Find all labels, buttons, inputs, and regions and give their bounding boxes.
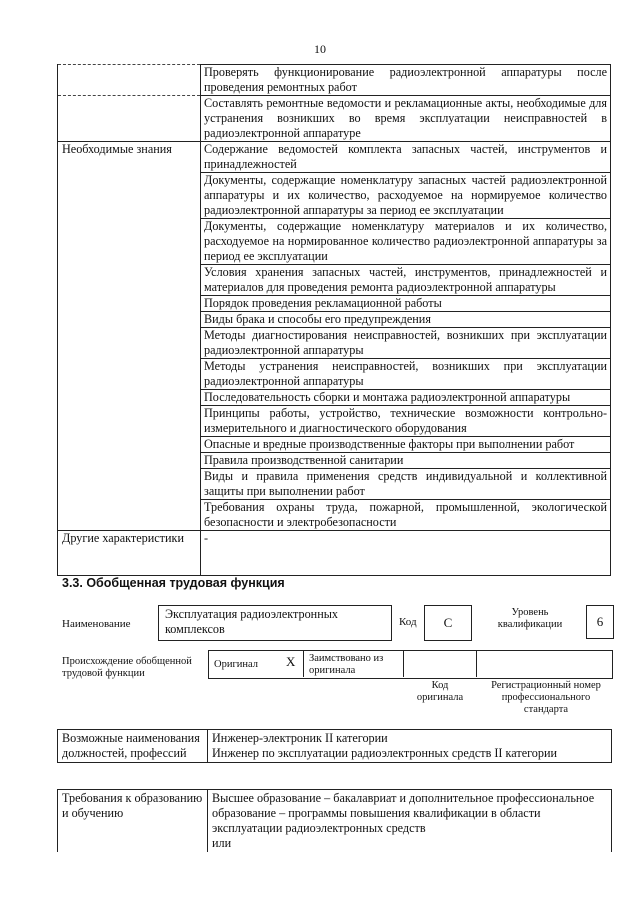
code-value: С	[443, 615, 453, 630]
row-text: Порядок проведения рекламационной работы	[201, 296, 611, 312]
row-text: Методы диагностирования неисправностей, возникших при эксплуатации радиоэлектронной аппаратуры	[201, 328, 611, 359]
row-label	[58, 265, 201, 296]
row-text: Методы устранения неисправностей, возникших при эксплуатации радиоэлектронной аппаратуры	[201, 359, 611, 390]
table-row	[58, 390, 611, 406]
origin-label: Происхождение обобщенной трудовой функции	[62, 656, 192, 679]
table-row	[58, 296, 611, 312]
positions-list	[208, 730, 612, 763]
row-text: Правила производственной санитарии	[201, 453, 611, 469]
row-label	[58, 312, 201, 328]
row-label	[58, 437, 201, 453]
original-label: Оригинал	[214, 659, 258, 670]
row-text: Виды и правила применения средств индивидуальной и коллективной защиты при выполнении работ	[201, 469, 611, 500]
table-row	[58, 312, 611, 328]
row-text: Условия хранения запасных частей, инструментов, принадлежностей и материалов для проведения ремонта радиоэлектронной аппаратуры	[201, 265, 611, 296]
row-label	[58, 65, 201, 96]
table-row	[58, 437, 611, 453]
table-row	[58, 96, 611, 142]
row-label: Необходимые знания	[58, 142, 201, 173]
table-row	[58, 173, 611, 219]
row-label: Другие характеристики	[58, 531, 201, 576]
position-item: Инженер по эксплуатации радиоэлектронных средств II категории	[212, 746, 558, 760]
row-label	[58, 173, 201, 219]
table-row	[58, 500, 611, 531]
row-label	[58, 453, 201, 469]
row-text: -	[201, 531, 611, 576]
knowledge-table	[57, 64, 611, 576]
row-text: Принципы работы, устройство, технические возможности контрольно-измерительного и диагностического оборудования	[201, 406, 611, 437]
borrowed-label: Заимствовано из оригинала	[309, 653, 384, 676]
row-label	[58, 390, 201, 406]
page-number: 10	[314, 42, 326, 56]
education-text: Высшее образование – бакалавриат и дополнительное профессиональное образование – программы повышения квалификации в области эксплуатации радиоэлектронных средств	[212, 791, 595, 835]
table-row	[58, 406, 611, 437]
row-text: Проверять функционирование радиоэлектронной аппаратуры после проведения ремонтных работ	[201, 65, 611, 96]
row-text: Документы, содержащие номенклатуру запасных частей радиоэлектронной аппаратуры и их количество, расходуемое на нормируемое количество радиоэлектронной аппаратуры за период ее эксплуатации	[201, 173, 611, 219]
origin-box	[208, 650, 613, 679]
row-label	[58, 500, 201, 531]
table-row	[58, 453, 611, 469]
level-value: 6	[596, 614, 604, 629]
section-title: 3.3. Обобщенная трудовая функция	[62, 576, 285, 590]
education-or: или	[212, 836, 232, 850]
level-label: Уровень квалификации	[497, 607, 563, 630]
row-text: Требования охраны труда, пожарной, промышленной, экологической безопасности и электробезопасности	[201, 500, 611, 531]
row-label	[58, 328, 201, 359]
row-text: Виды брака и способы его предупреждения	[201, 312, 611, 328]
code-orig-label: Код оригинала	[416, 680, 464, 703]
name-value: Эксплуатация радиоэлектронных комплексов	[165, 607, 339, 636]
table-row	[58, 142, 611, 173]
name-label: Наименование	[62, 618, 131, 630]
table-row	[58, 65, 611, 96]
origin-divider-2	[403, 650, 404, 677]
origin-divider-1	[303, 650, 304, 677]
code-value-box	[424, 605, 472, 641]
table-row	[58, 219, 611, 265]
positions-label: Возможные наименования должностей, профессий	[58, 730, 208, 763]
row-text: Последовательность сборки и монтажа радиоэлектронной аппаратуры	[201, 390, 611, 406]
positions-table	[57, 729, 612, 763]
table-row	[58, 265, 611, 296]
origin-divider-3	[476, 650, 477, 677]
table-row	[58, 469, 611, 500]
row-label	[58, 469, 201, 500]
code-label: Код	[399, 616, 417, 628]
row-label	[58, 96, 201, 142]
table-row	[58, 328, 611, 359]
row-text: Содержание ведомостей комплекта запасных частей, инструментов и принадлежностей	[201, 142, 611, 173]
row-text: Опасные и вредные производственные факторы при выполнении работ	[201, 437, 611, 453]
education-text-cell	[208, 790, 612, 853]
table-row	[58, 359, 611, 390]
row-label	[58, 296, 201, 312]
education-table	[57, 789, 612, 852]
reg-number-label: Регистрационный номер профессионального стандарта	[491, 680, 601, 715]
row-label	[58, 219, 201, 265]
education-label: Требования к образованию и обучению	[58, 790, 208, 853]
original-mark: Х	[286, 654, 296, 669]
level-value-box	[586, 605, 614, 639]
table-row	[58, 531, 611, 576]
row-text: Составлять ремонтные ведомости и рекламационные акты, необходимые для устранения возникших во время эксплуатации неисправностей в радиоэлектронной аппаратуре	[201, 96, 611, 142]
name-value-box	[158, 605, 392, 641]
row-text: Документы, содержащие номенклатуру материалов и их количество, расходуемое на нормированное количество радиоэлектронной аппаратуры за период ее эксплуатации	[201, 219, 611, 265]
row-label	[58, 359, 201, 390]
row-label	[58, 406, 201, 437]
position-item: Инженер-электроник II категории	[212, 731, 388, 745]
